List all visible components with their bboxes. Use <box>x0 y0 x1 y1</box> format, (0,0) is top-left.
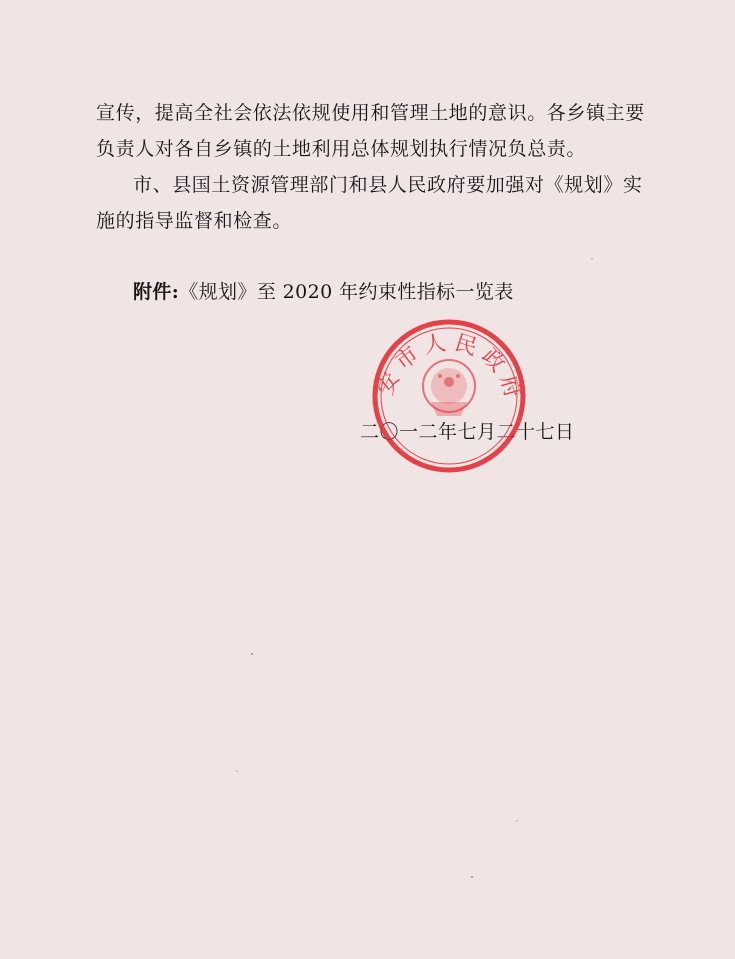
attachment-title: 《规划》至 2020 年约束性指标一览表 <box>179 281 514 303</box>
body-text-line-2: 负责人对各自乡镇的土地利用总体规划执行情况负总责。 <box>96 138 587 160</box>
scan-speck <box>516 820 518 822</box>
body-text-line-4: 施的指导监督和检查。 <box>96 210 293 232</box>
official-seal-icon <box>369 316 529 476</box>
attachment-label: 附件: <box>133 281 180 303</box>
seal-text: 安市人民政府 <box>373 329 527 407</box>
scan-speck <box>236 770 238 772</box>
body-text-line-3: 市、县国土资源管理部门和县人民政府要加强对《规划》实 <box>133 174 643 196</box>
attachment-line <box>133 280 514 304</box>
scan-speck <box>471 876 473 878</box>
issue-date: 二〇一二年七月二十七日 <box>360 421 575 443</box>
body-text-line-1: 宣传，提高全社会依法依规使用和管理土地的意识。各乡镇主要 <box>96 102 645 124</box>
scan-speck <box>591 258 593 260</box>
scan-speck <box>251 653 253 655</box>
